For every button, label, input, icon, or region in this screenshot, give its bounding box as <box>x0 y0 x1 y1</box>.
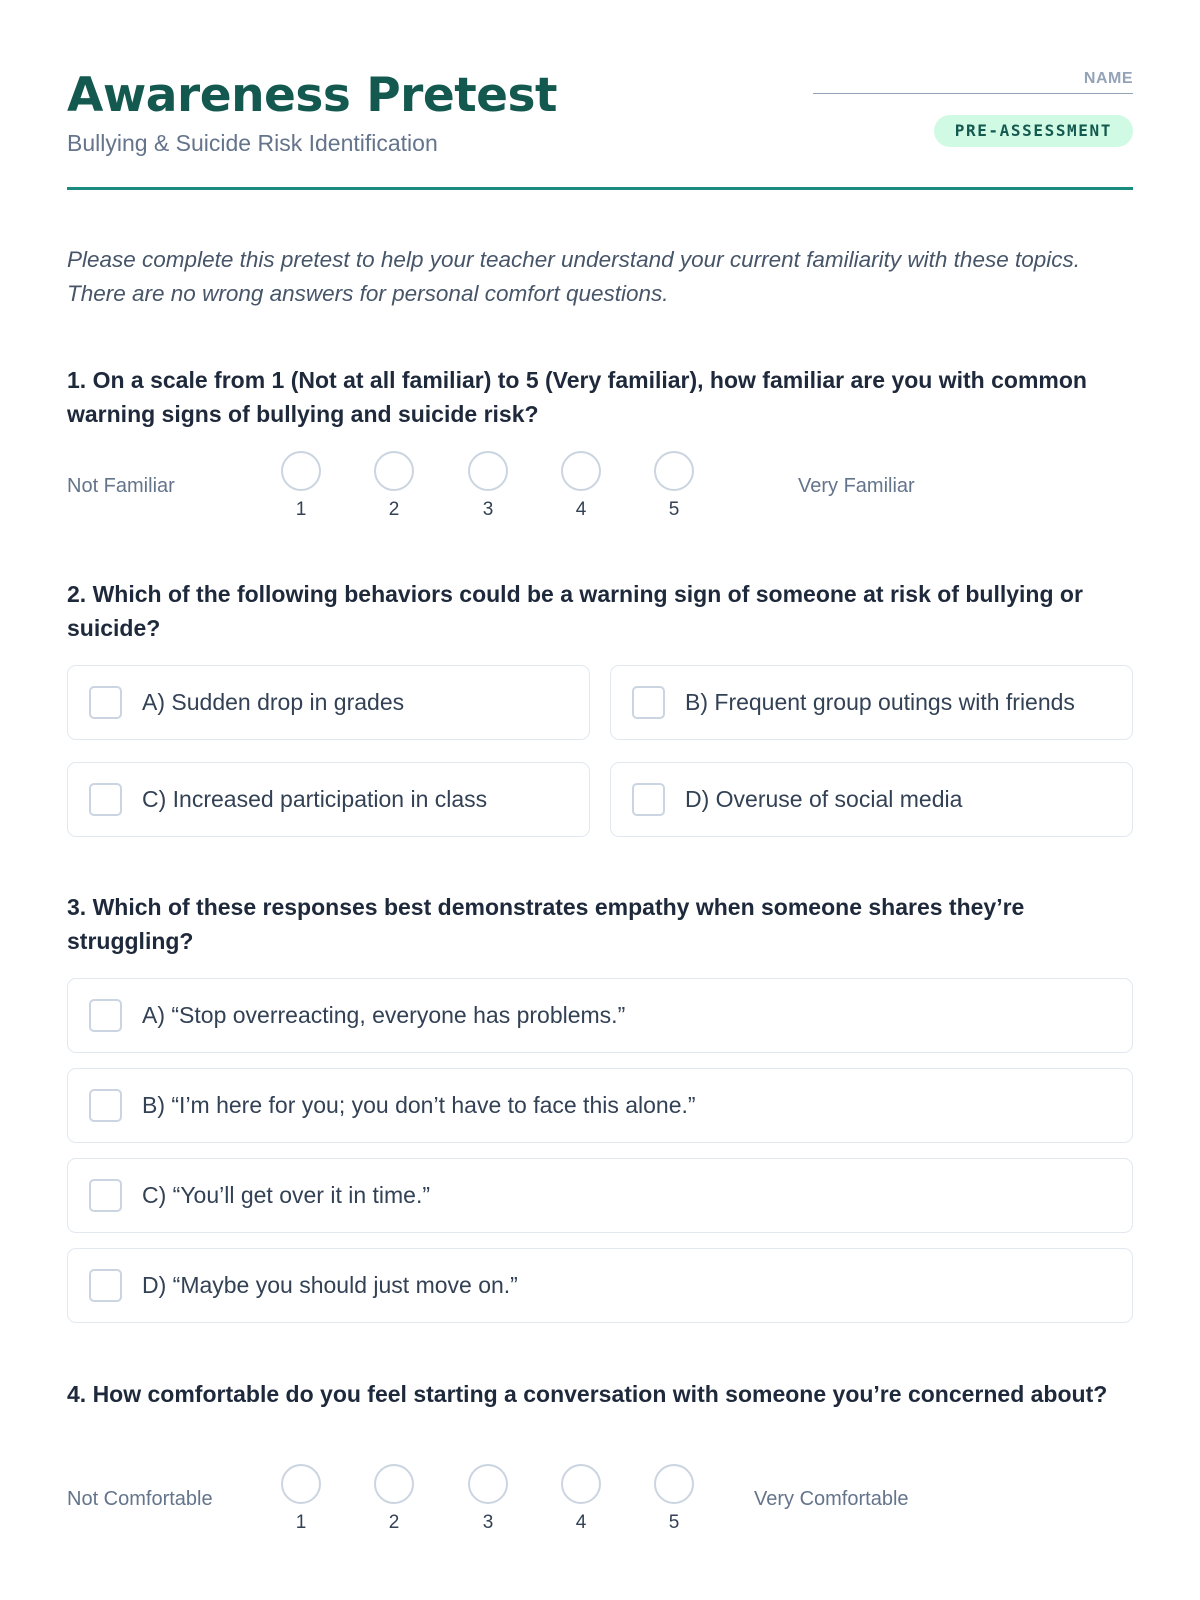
q1-num-2: 2 <box>388 499 400 520</box>
q2-checkbox-d[interactable] <box>632 783 665 816</box>
q4-radio-1[interactable] <box>281 1464 321 1504</box>
q4-radio-3[interactable] <box>468 1464 508 1504</box>
q3-checkbox-c[interactable] <box>89 1179 122 1212</box>
question-4-text: 4. How comfortable do you feel starting a conversation with someone you’re concerned about? <box>67 1381 1108 1407</box>
q3-option-b[interactable] <box>67 1068 1133 1143</box>
question-3-text: 3. Which of these responses best demonstrates empathy when someone shares they’re struggling? <box>67 894 1025 954</box>
q2-option-d-label: D) Overuse of social media <box>685 786 963 812</box>
question-2-text: 2. Which of the following behaviors could be a warning sign of someone at risk of bullying or suicide? <box>67 581 1083 641</box>
q3-checkbox-a[interactable] <box>89 999 122 1032</box>
question-1-text: 1. On a scale from 1 (Not at all familiar) to 5 (Very familiar), how familiar are you with common warning signs of bullying and suicide risk? <box>67 367 1087 427</box>
q4-num-2: 2 <box>388 1512 400 1533</box>
page-subtitle: Bullying & Suicide Risk Identification <box>67 130 438 156</box>
q2-checkbox-a[interactable] <box>89 686 122 719</box>
q4-num-3: 3 <box>482 1512 494 1533</box>
q1-radio-5[interactable] <box>654 451 694 491</box>
page-title: Awareness Pretest <box>67 68 558 123</box>
q4-radio-4[interactable] <box>561 1464 601 1504</box>
intro-text: Please complete this pretest to help your teacher understand your current familiarity with these topics. There are no wrong answers for personal comfort questions. <box>67 247 1081 306</box>
q4-radio-2[interactable] <box>374 1464 414 1504</box>
q1-num-4: 4 <box>575 499 587 520</box>
q1-high-label: Very Familiar <box>798 475 915 497</box>
q2-option-c-label: C) Increased participation in class <box>142 786 488 812</box>
q3-option-d[interactable] <box>67 1248 1133 1323</box>
status-badge: PRE-ASSESSMENT <box>934 115 1133 147</box>
q1-low-label: Not Familiar <box>67 475 175 497</box>
q1-radio-4[interactable] <box>561 451 601 491</box>
q3-option-c-label: C) “You’ll get over it in time.” <box>142 1182 431 1208</box>
pretest-page <box>67 0 1133 1533</box>
q1-num-1: 1 <box>295 499 307 520</box>
q4-num-5: 5 <box>668 1512 680 1533</box>
q3-checkbox-b[interactable] <box>89 1089 122 1122</box>
q2-checkbox-b[interactable] <box>632 686 665 719</box>
q3-option-b-label: B) “I’m here for you; you don’t have to face this alone.” <box>142 1092 696 1118</box>
q4-num-1: 1 <box>295 1512 307 1533</box>
q3-option-a[interactable] <box>67 978 1133 1053</box>
q3-option-a-label: A) “Stop overreacting, everyone has problems.” <box>142 1002 626 1028</box>
q1-num-5: 5 <box>668 499 680 520</box>
q1-radio-2[interactable] <box>374 451 414 491</box>
q4-radio-5[interactable] <box>654 1464 694 1504</box>
q2-option-c[interactable] <box>67 762 590 837</box>
q1-radio-3[interactable] <box>468 451 508 491</box>
q2-option-d[interactable] <box>610 762 1133 837</box>
q1-num-3: 3 <box>482 499 494 520</box>
q2-option-b-label: B) Frequent group outings with friends <box>685 689 1075 715</box>
q3-option-c[interactable] <box>67 1158 1133 1233</box>
q4-low-label: Not Comfortable <box>67 1488 213 1510</box>
q4-high-label: Very Comfortable <box>754 1488 909 1510</box>
q2-option-a[interactable] <box>67 665 590 740</box>
q3-option-d-label: D) “Maybe you should just move on.” <box>142 1272 518 1298</box>
header <box>67 0 1133 190</box>
name-label: NAME <box>1083 70 1133 87</box>
q2-checkbox-c[interactable] <box>89 783 122 816</box>
q3-checkbox-d[interactable] <box>89 1269 122 1302</box>
name-field[interactable] <box>813 68 1133 94</box>
q2-option-a-label: A) Sudden drop in grades <box>142 689 405 715</box>
q1-radio-1[interactable] <box>281 451 321 491</box>
q4-num-4: 4 <box>575 1512 587 1533</box>
q2-option-b[interactable] <box>610 665 1133 740</box>
